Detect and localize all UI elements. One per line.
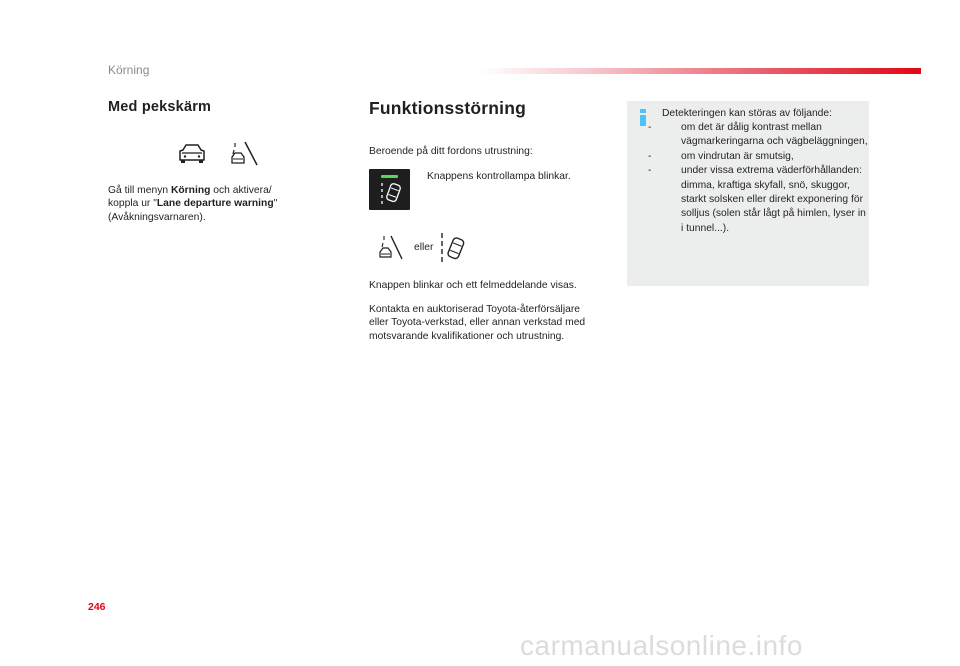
lane-departure-icon [229, 141, 261, 167]
header-bar [480, 68, 921, 74]
car-front-icon [177, 143, 207, 165]
page-number: 246 [88, 601, 106, 613]
or-label: eller [414, 242, 434, 253]
menu-name: Körning [170, 185, 211, 196]
lane-departure-warning-icon [378, 235, 404, 261]
watermark: carmanualsonline.info [520, 630, 803, 661]
button-blinks-text: Knappen blinkar och ett felmeddelande visas. [369, 280, 577, 291]
lamp-blinks-text: Knappens kontrollampa blinkar. [427, 171, 571, 182]
info-list-item: - under vissa extrema väderförhållanden: dimma, kraftiga skyfall, snö, skuggor, starkt solsken eller direkt exponering för solljus (solen står lågt på himlen, lyser in i tunnel...). [648, 165, 866, 234]
instruction-text: Gå till menyn Körning och aktivera/ koppla ur "Lane departure warning" (Avåkningsvarnaren). [108, 185, 278, 223]
malfunction-heading: Funktionsstörning [369, 98, 526, 118]
info-icon [640, 109, 646, 126]
touchscreen-heading: Med pekskärm [108, 99, 212, 115]
info-list [648, 121, 869, 236]
lane-button-icon [369, 169, 410, 210]
info-list-item: - om det är dålig kontrast mellan vägmarkeringarna och vägbeläggningen, [648, 122, 868, 148]
info-list-item: - om vindrutan är smutsig, [648, 150, 794, 162]
contact-dealer-text: Kontakta en auktoriserad Toyota-återförsäljare eller Toyota-verkstad, eller annan verkstad med motsvarande kvalifikationer och utrustning. [369, 304, 586, 342]
equipment-intro: Beroende på ditt fordons utrustning: [369, 146, 533, 157]
lane-keeping-car-icon [439, 232, 467, 266]
lane-assist-button-icon [369, 169, 410, 210]
section-title: Körning [108, 63, 150, 77]
feature-name: Lane departure warning [156, 198, 274, 210]
info-intro: Detekteringen kan störas av följande: [662, 108, 832, 119]
